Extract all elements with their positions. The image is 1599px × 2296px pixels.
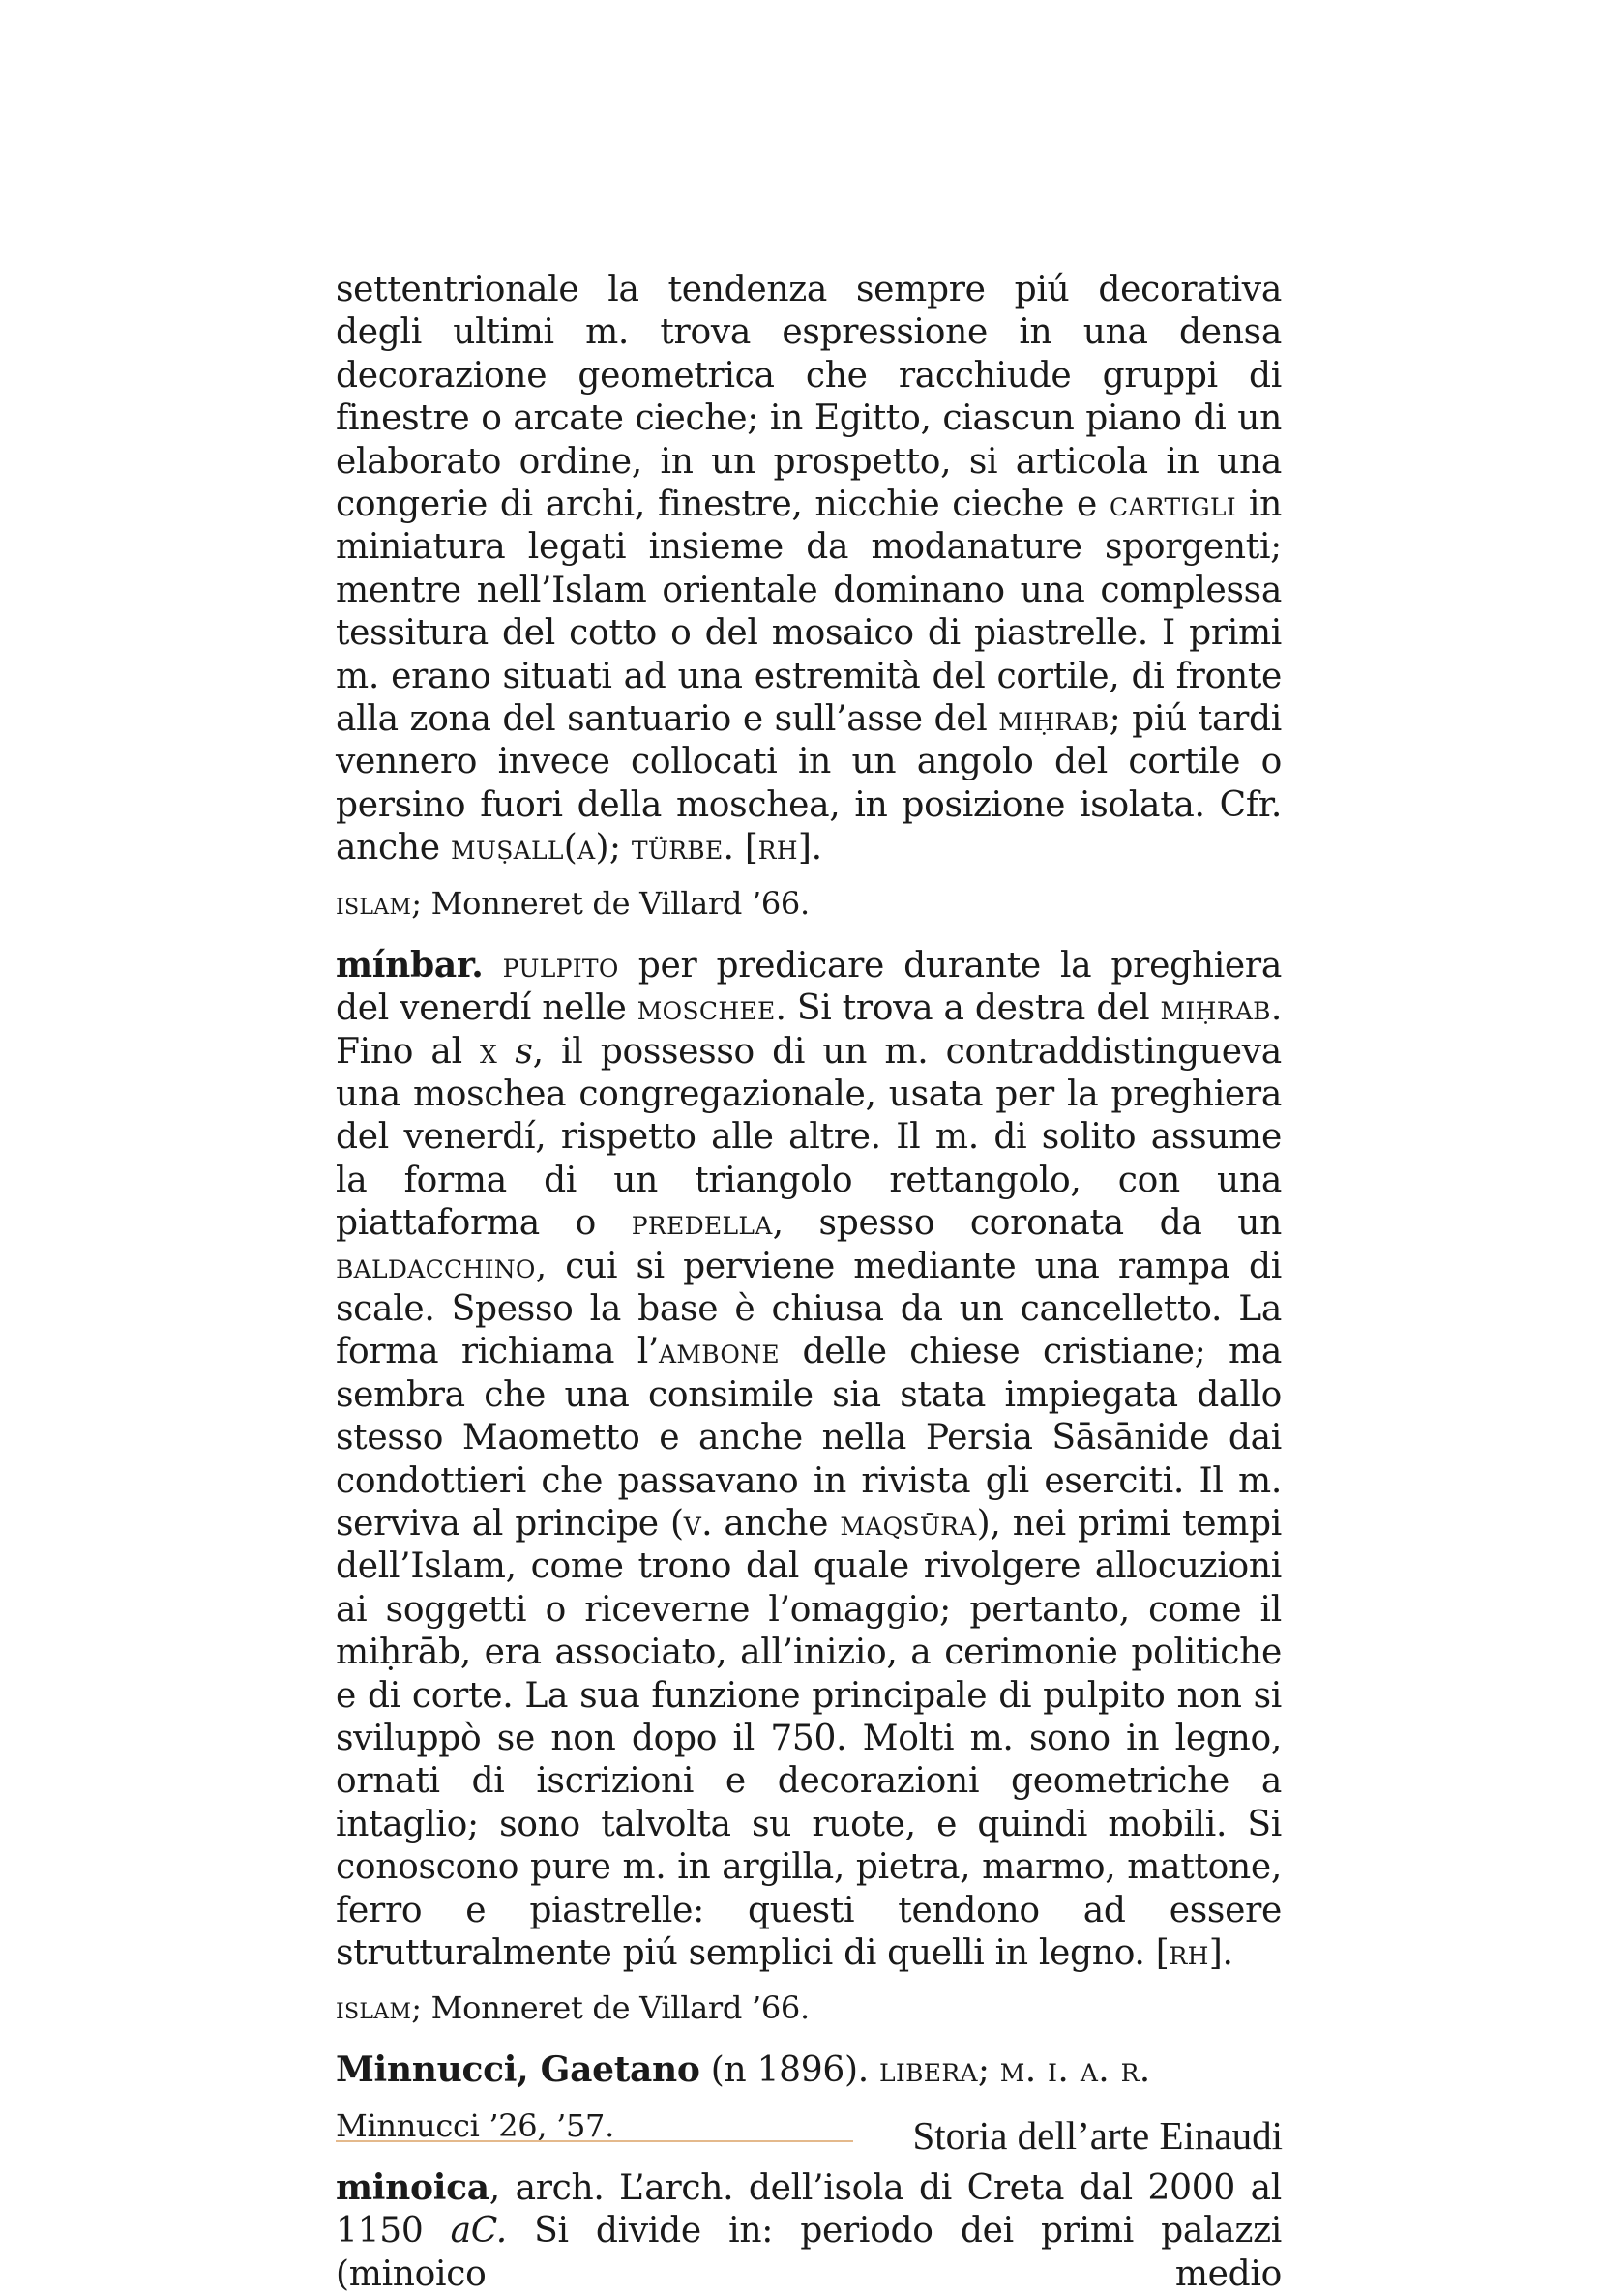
entry-text: (n 1896). — [699, 2050, 880, 2091]
entry-text: per predicare durante la preghiera del venerdí nelle — [336, 945, 1282, 1029]
cross-reference: moschee — [637, 988, 776, 1029]
cross-reference: miḥrab — [1160, 988, 1271, 1029]
cross-reference: türbe — [631, 828, 724, 868]
bibliography-text: ; Monneret de Villard ’66. — [411, 1989, 810, 2027]
entry-headword: Minnucci, Gaetano — [336, 2049, 700, 2091]
author-initials: rh — [757, 828, 798, 868]
entry-text: . anche — [701, 1503, 841, 1544]
cross-reference: m. i. a. r. — [999, 2050, 1151, 2091]
entry-text — [497, 1032, 515, 1072]
entry-text: in miniatura legati insieme da modanature sporgenti; mentre nell’Islam orientale dominano una complessa tessitura del cotto o del mosaico di piastrelle. I primi m. erano situati ad una estremità del cortile, di fronte alla zona del santuario e sull’asse del — [336, 485, 1282, 740]
cross-reference: predella — [631, 1203, 773, 1244]
cross-reference: muṣall(a) — [450, 828, 609, 868]
cross-reference: miḥrab — [998, 699, 1110, 740]
bibliography-category: islam — [336, 1989, 412, 2027]
entry-text: delle chiese cristiane; ma sembra che una consimile sia stata impiegata dallo stesso Maometto e anche nella Persia Sāsānide dai condottieri che passavano in rivista gli eserciti. Il m. serviva al principe ( — [336, 1332, 1282, 1544]
entry-text: . [ — [723, 828, 758, 868]
bibliography-ref — [336, 884, 1282, 923]
bibliography-text: ; Monneret de Villard ’66. — [411, 884, 810, 922]
entry-headword: mínbar. — [336, 944, 484, 986]
entry-minbar — [336, 944, 1282, 1976]
bibliography-text: Minnucci ’26, ’57. — [336, 2106, 614, 2144]
entry-continuation-minareto — [336, 269, 1282, 870]
cross-reference: libera — [879, 2050, 978, 2091]
cross-reference: ambone — [659, 1332, 780, 1372]
cross-reference: maqsūra — [840, 1503, 977, 1544]
entry-minnucci — [336, 2048, 1282, 2092]
entry-headword: minoica — [336, 2166, 489, 2208]
see-abbrev: v — [683, 1503, 702, 1544]
footer-title: Storia dell’arte Einaudi — [912, 2113, 1283, 2158]
entry-text: . Si trova a destra del — [775, 988, 1161, 1029]
entry-minoica — [336, 2166, 1282, 2296]
entry-text: ]. — [797, 828, 822, 868]
entry-text: ; piú tardi vennero invece collocati in un angolo del cortile o persino fuori della moschea, in posizione isolata. Cfr. anche — [336, 699, 1282, 868]
cross-reference: pulpito — [502, 945, 619, 986]
century-abbrev: s — [515, 1031, 533, 1072]
footer-rule — [336, 2140, 853, 2142]
entry-text: , arch. L’arch. dell’isola di Creta dal 2000 al 1150 — [336, 2167, 1282, 2252]
cross-reference: cartigli — [1109, 485, 1236, 525]
entry-text — [484, 946, 503, 986]
cross-reference: baldacchino — [336, 1246, 536, 1286]
entry-text: ; — [977, 2050, 1000, 2091]
century-numeral: x — [480, 1031, 498, 1072]
bibliography-category: islam — [336, 884, 412, 922]
entry-text: . Fino al — [336, 988, 1282, 1072]
entry-text: ; — [608, 828, 632, 868]
page-body — [336, 269, 1282, 2296]
entry-text: , cui si perviene mediante una rampa di scale. Spesso la base è chiusa da un cancelletto. La forma richiama l’ — [336, 1246, 1282, 1372]
author-initials: rh — [1169, 1933, 1209, 1974]
entry-text: ]. — [1208, 1933, 1233, 1974]
era-abbrev: aC. — [450, 2211, 507, 2252]
entry-text: , il possesso di un m. contraddistingueva una moschea congregazionale, usata per la preghiera del venerdí, rispetto alle altre. Il m. di solito assume la forma di un triangolo rettangolo, con una piattaforma o — [336, 1031, 1282, 1244]
bibliography-ref — [336, 1988, 1282, 2027]
entry-text: Si divide in: periodo dei primi palazzi (minoico medio — [336, 2211, 1283, 2294]
entry-text: ), nei primi tempi dell’Islam, come trono dal quale rivolgere allocuzioni ai soggetti o riceverne l’omaggio; pertanto, come il miḥrāb, era associato, all’inizio, a cerimonie politiche e di corte. La sua funzione principale di pulpito non si sviluppò se non dopo il 750. Molti m. sono in legno, ornati di iscrizioni e decorazioni geometriche a intaglio; sono talvolta su ruote, e quindi mobili. Si conoscono pure m. in argilla, pietra, marmo, mattone, ferro e piastrelle: questi tendono ad essere strutturalmente piú semplici di quelli in legno. [ — [336, 1503, 1283, 1974]
entry-text: settentrionale la tendenza sempre piú decorativa degli ultimi m. trova espressione in una densa decorazione geometrica che racchiude gruppi di finestre o arcate cieche; in Egitto, ciascun piano di un elaborato ordine, in un prospetto, si articola in una congerie di archi, finestre, nicchie cieche e — [336, 270, 1282, 525]
entry-text: , spesso coronata da un — [772, 1203, 1282, 1244]
